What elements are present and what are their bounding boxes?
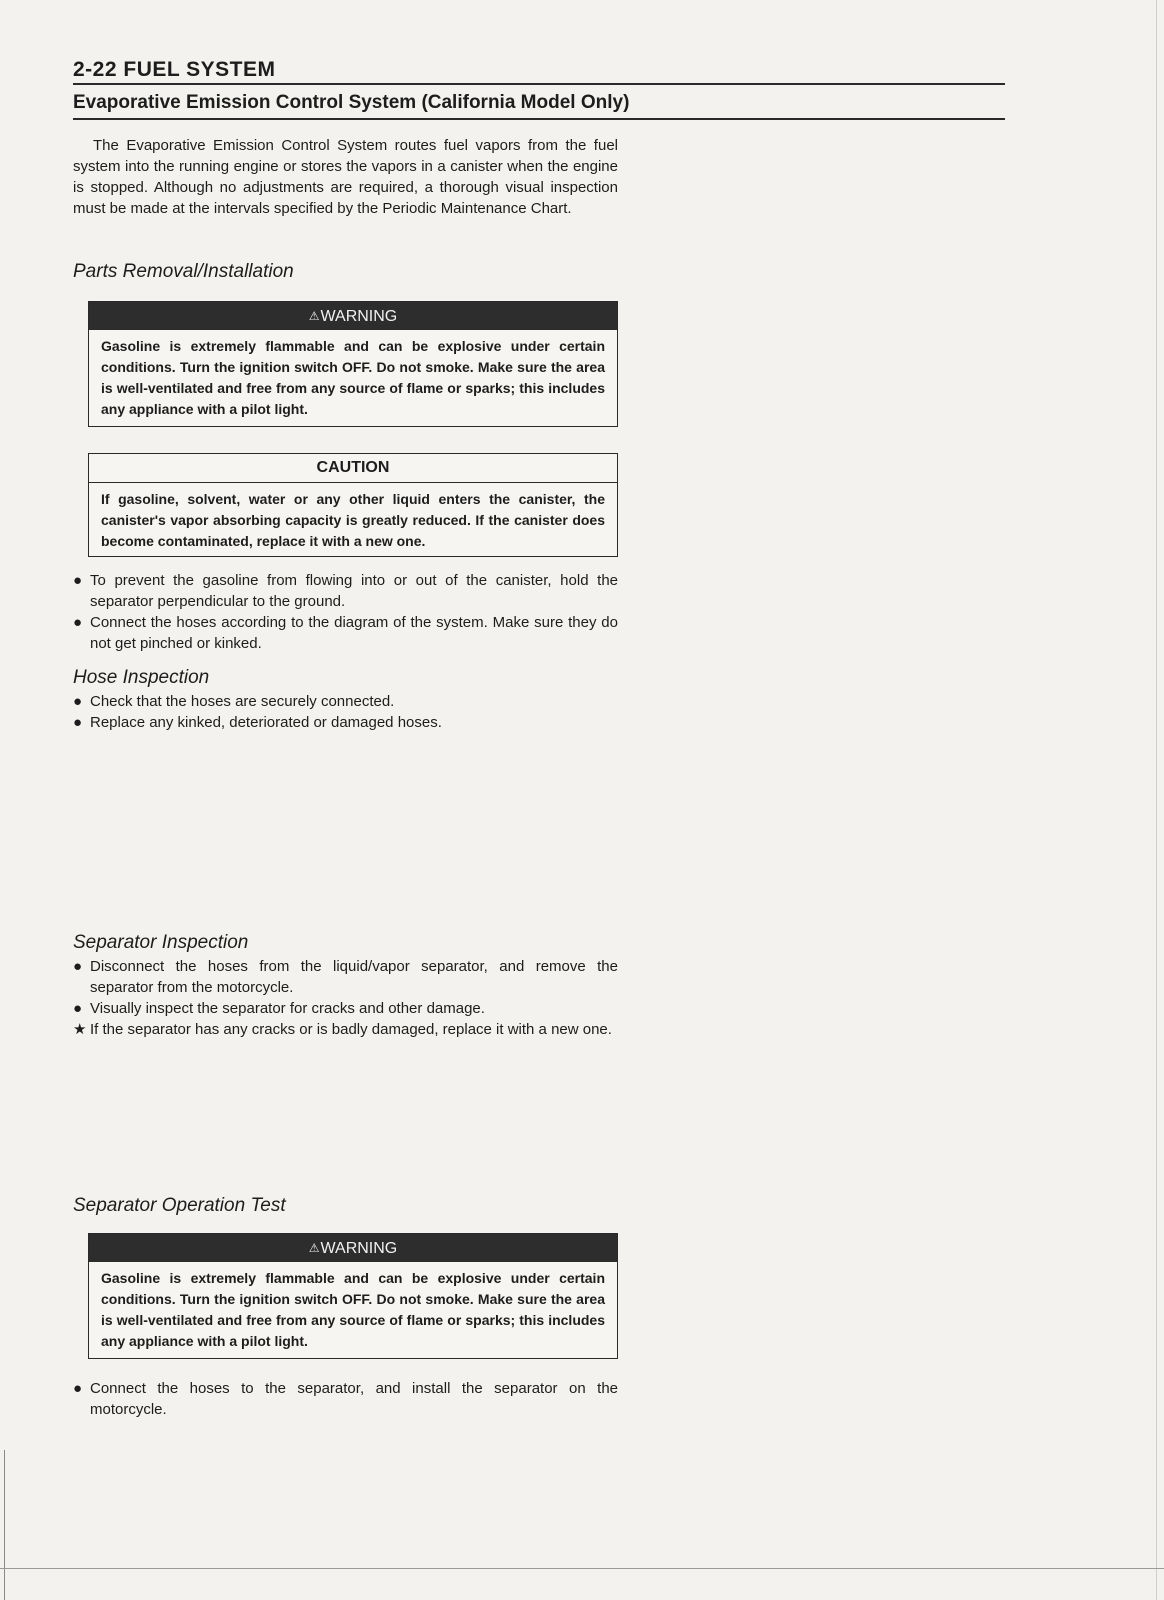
hose-inspection-heading: Hose Inspection <box>73 667 210 688</box>
list-item: ● Disconnect the hoses from the liquid/vapor separator, and remove the separator from the motorcycle. <box>73 958 618 996</box>
hose-inspection-steps <box>73 691 618 733</box>
bullet-icon: ● <box>73 1000 83 1017</box>
separator-test-steps <box>73 1378 618 1420</box>
intro-paragraph: The Evaporative Emission Control System routes fuel vapors from the fuel system into the running engine or stores the vapors in a canister when the engine is stopped. Although no adjustments are required, a thorough visual inspection must be made at the intervals specified by the Periodic Maintenance Chart. <box>73 137 618 217</box>
caution-text: If gasoline, solvent, water or any other liquid enters the canister, the canister's vapor absorbing capacity is greatly reduced. If the canister does become contaminated, replace it with a new one. <box>101 491 605 549</box>
list-item: ● Connect the hoses to the separator, and install the separator on the motorcycle. <box>73 1380 618 1418</box>
list-item: ● Connect the hoses according to the diagram of the system. Make sure they do not get pinched or kinked. <box>73 614 618 652</box>
separator-inspection-heading: Separator Inspection <box>73 932 249 953</box>
list-item: ● Replace any kinked, deteriorated or damaged hoses. <box>73 714 442 731</box>
page-left-edge <box>4 1450 5 1600</box>
section-title: Evaporative Emission Control System (California Model Only) <box>73 92 630 113</box>
caution-header: CAUTION <box>89 454 617 483</box>
warning-text: Gasoline is extremely flammable and can be explosive under certain conditions. Turn the ignition switch OFF. Do not smoke. Make sure the area is well-ventilated and free from any source of flame or sparks; this includes any appliance with a pilot light. <box>101 1270 605 1349</box>
warning-triangle-icon: ⚠ <box>308 1241 320 1255</box>
caution-box <box>88 453 618 557</box>
bullet-icon: ● <box>73 572 83 589</box>
star-icon: ★ <box>73 1021 87 1038</box>
list-item: ● Visually inspect the separator for cracks and other damage. <box>73 1000 485 1017</box>
warning-label: WARNING <box>320 308 398 325</box>
separator-inspection-steps <box>73 956 618 1040</box>
list-item: ● To prevent the gasoline from flowing into or out of the canister, hold the separator perpendicular to the ground. <box>73 572 618 610</box>
page-right-edge <box>1156 0 1157 1600</box>
section-rule <box>73 118 1005 120</box>
page-bottom-edge <box>0 1568 1164 1569</box>
list-item: ● Check that the hoses are securely connected. <box>73 693 395 710</box>
warning-header <box>89 302 617 330</box>
separator-test-heading: Separator Operation Test <box>73 1195 286 1216</box>
bullet-icon: ● <box>73 958 83 975</box>
warning-triangle-icon: ⚠ <box>308 309 320 323</box>
warning-label: WARNING <box>320 1240 398 1257</box>
parts-removal-steps <box>73 570 618 654</box>
list-item: ★ If the separator has any cracks or is badly damaged, replace it with a new one. <box>73 1021 612 1038</box>
warning-header <box>89 1234 617 1262</box>
bullet-icon: ● <box>73 693 83 710</box>
bullet-icon: ● <box>73 714 83 731</box>
warning-box <box>88 1233 618 1359</box>
bullet-icon: ● <box>73 614 83 631</box>
warning-text: Gasoline is extremely flammable and can be explosive under certain conditions. Turn the ignition switch OFF. Do not smoke. Make sure the area is well-ventilated and free from any source of flame or sparks; this includes any appliance with a pilot light. <box>101 338 605 417</box>
parts-removal-heading: Parts Removal/Installation <box>73 261 294 282</box>
header-rule <box>73 83 1005 85</box>
bullet-icon: ● <box>73 1380 83 1397</box>
page-header: 2-22 FUEL SYSTEM <box>73 58 276 81</box>
warning-box <box>88 301 618 427</box>
